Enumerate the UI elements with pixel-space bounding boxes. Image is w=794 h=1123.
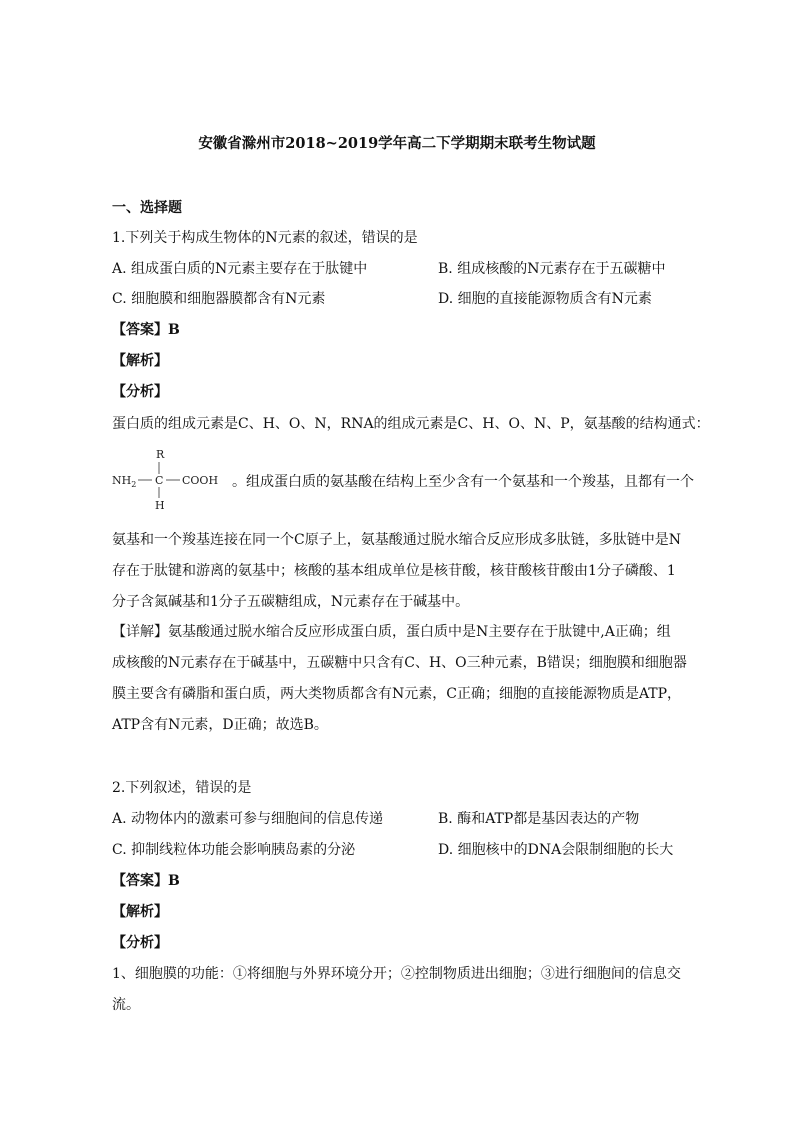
q1-option-d: D. 细胞的直接能源物质含有N元素 xyxy=(438,291,652,307)
q2-fenxi-label: 【分析】 xyxy=(112,935,168,951)
section-heading: 一、选择题 xyxy=(112,200,182,216)
q2-jiexi-label: 【解析】 xyxy=(112,904,168,920)
q2-option-a: A. 动物体内的激素可参与细胞间的信息传递 xyxy=(112,811,384,827)
q1-analysis-line2: 。组成蛋白质的氨基酸在结构上至少含有一个氨基和一个羧基，且都有一个 xyxy=(232,474,694,490)
structure-cooh-label: COOH xyxy=(182,474,219,487)
page-title: 安徽省滁州市2018~2019学年高二下学期期末联考生物试题 xyxy=(198,135,596,152)
structure-r-label: R xyxy=(156,448,165,461)
q1-option-c: C. 细胞膜和细胞器膜都含有N元素 xyxy=(112,291,326,307)
q1-analysis-line5: 分子含氮碱基和1分子五碳糖组成，N元素存在于碱基中。 xyxy=(112,594,470,610)
q1-option-a: A. 组成蛋白质的N元素主要存在于肽键中 xyxy=(112,261,368,277)
q2-option-c: C. 抑制线粒体功能会影响胰岛素的分泌 xyxy=(112,842,356,858)
q1-fenxi-label: 【分析】 xyxy=(112,384,168,400)
amino-acid-structure-figure xyxy=(112,446,232,516)
structure-c-label: C xyxy=(155,474,164,487)
q1-answer: 【答案】B xyxy=(112,322,180,338)
q2-analysis-line2: 流。 xyxy=(112,997,140,1013)
q1-analysis-line3: 氨基和一个羧基连接在同一个C原子上，氨基酸通过脱水缩合反应形成多肽链，多肽链中是N xyxy=(112,532,681,548)
q2-analysis-line1: 1、细胞膜的功能：①将细胞与外界环境分开；②控制物质进出细胞；③进行细胞间的信息交 xyxy=(112,966,681,982)
q1-detail-line4: ATP含有N元素，D正确；故选B。 xyxy=(112,717,328,733)
q1-detail-line1: 【详解】氨基酸通过脱水缩合反应形成蛋白质，蛋白质中是N主要存在于肽键中,A正确；组 xyxy=(112,624,671,640)
q1-jiexi-label: 【解析】 xyxy=(112,353,168,369)
q1-detail-line2: 成核酸的N元素存在于碱基中，五碳糖中只含有C、H、O三种元素，B错误；细胞膜和细胞器 xyxy=(112,655,687,671)
q2-option-d: D. 细胞核中的DNA会限制细胞的长大 xyxy=(438,842,674,858)
q1-detail-line3: 膜主要含有磷脂和蛋白质，两大类物质都含有N元素，C正确；细胞的直接能源物质是ATP， xyxy=(112,686,682,702)
structure-h-label: H xyxy=(155,499,165,512)
q1-option-b: B. 组成核酸的N元素存在于五碳糖中 xyxy=(438,261,666,277)
q2-option-b: B. 酶和ATP都是基因表达的产物 xyxy=(438,811,640,827)
q2-answer: 【答案】B xyxy=(112,873,180,889)
q1-analysis-line1: 蛋白质的组成元素是C、H、O、N，RNA的组成元素是C、H、O、N、P，氨基酸的结构通式： xyxy=(112,416,710,432)
q1-stem: 1.下列关于构成生物体的N元素的叙述，错误的是 xyxy=(112,230,418,246)
structure-nh2-label: $NH_2$ xyxy=(112,474,137,489)
q2-stem: 2.下列叙述，错误的是 xyxy=(112,780,252,796)
q1-analysis-line4: 存在于肽键和游离的氨基中；核酸的基本组成单位是核苷酸，核苷酸核苷酸由1分子磷酸、1 xyxy=(112,563,676,579)
